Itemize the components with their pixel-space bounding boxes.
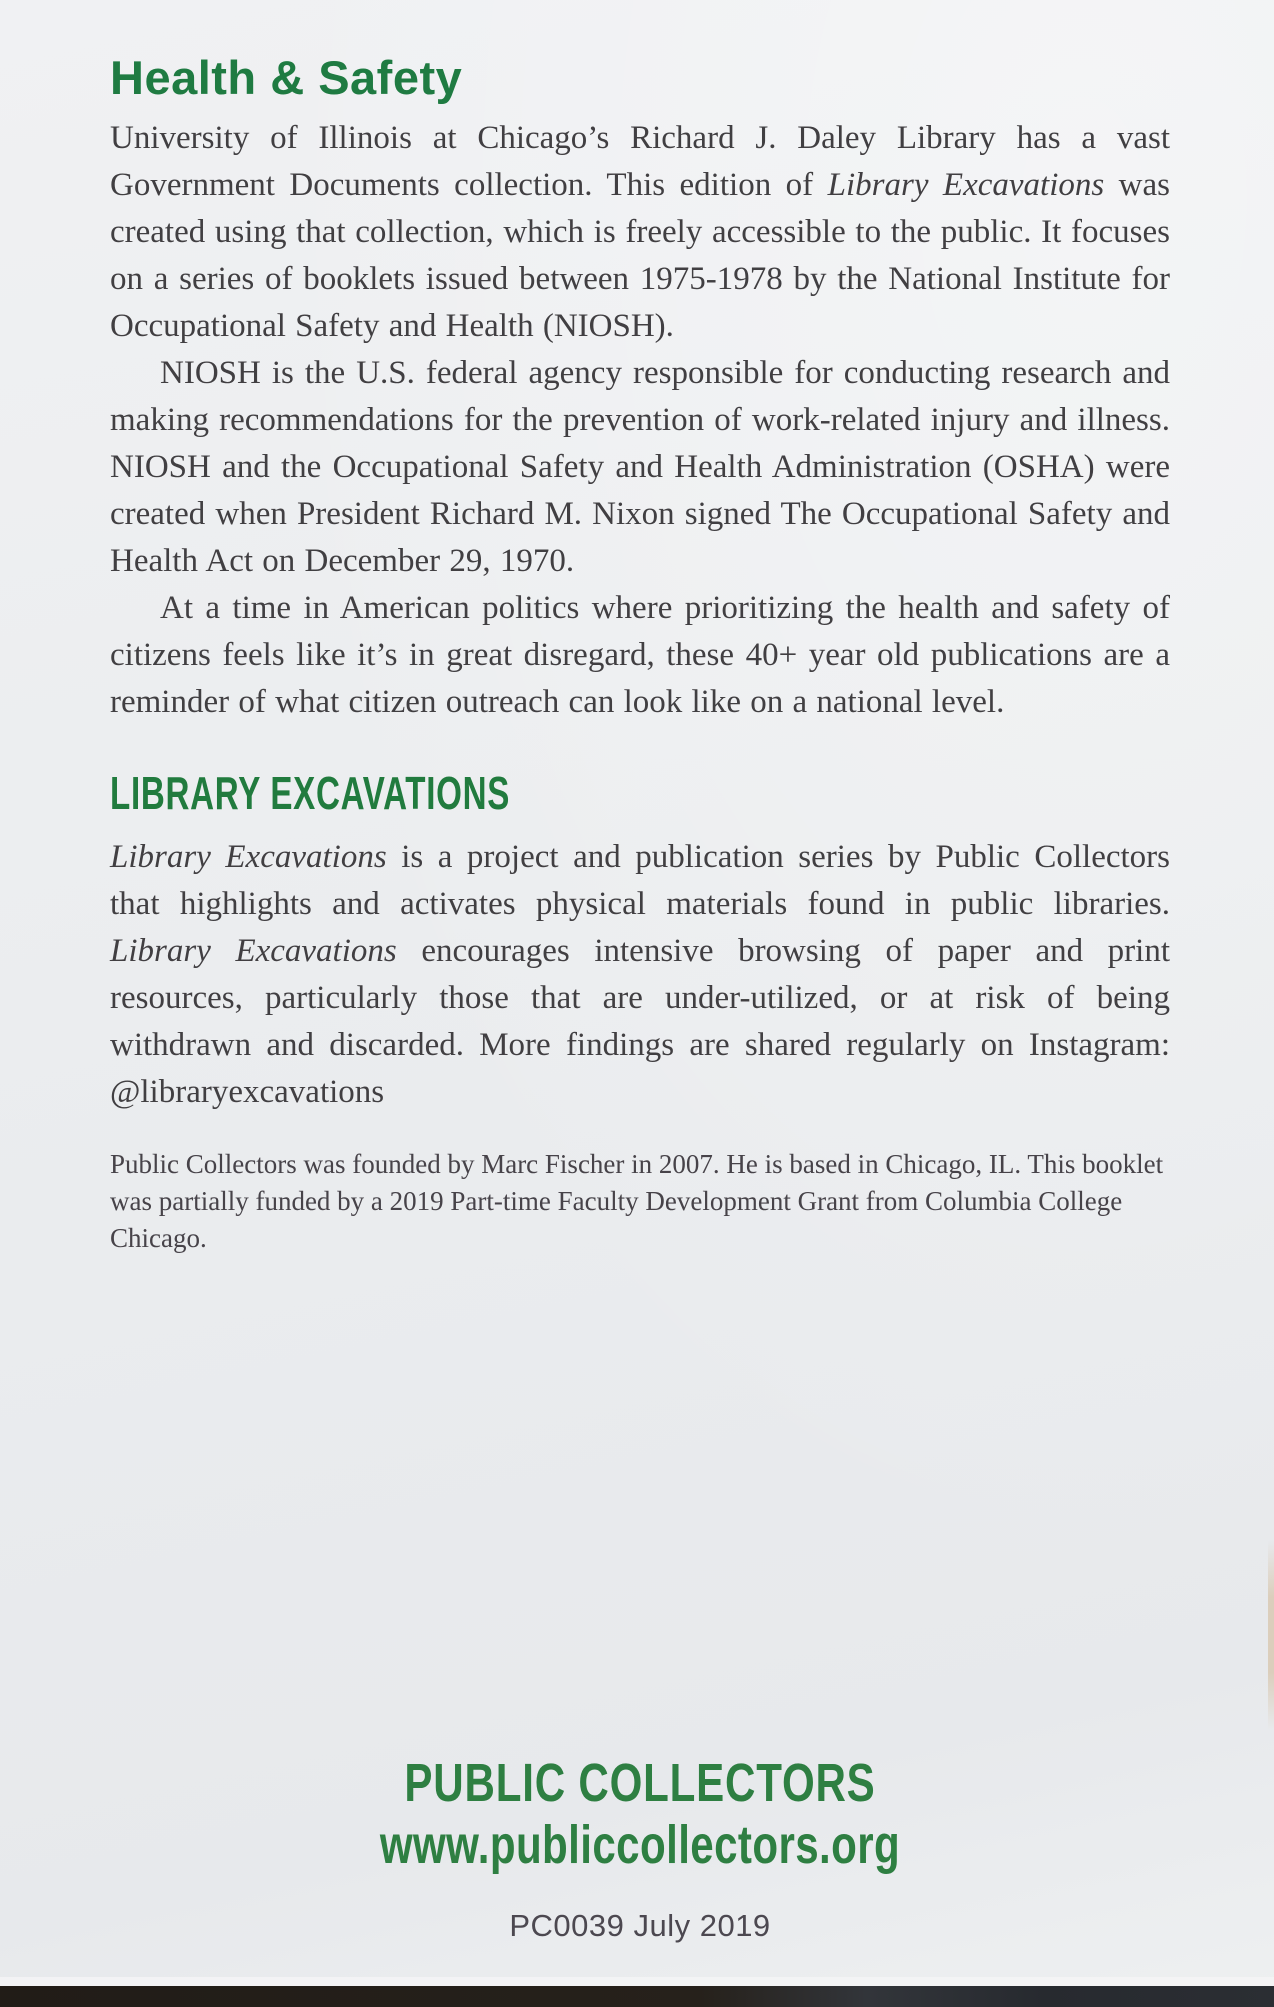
- paragraph: [110, 350, 1170, 585]
- photo-bottom-edge: [0, 1986, 1274, 2007]
- italic-text-run: Library Excavations: [110, 839, 387, 875]
- text-run: is a project and publication series by Public Collectors that highlights and activates physical materials found in public libraries.: [110, 839, 1170, 922]
- paper-right-edge: [1268, 1540, 1274, 1730]
- italic-text-run: Library Excavations: [827, 167, 1105, 203]
- text-run: NIOSH is the U.S. federal agency responsible for conducting research and making recommendations for the prevention of work-related injury and illness. NIOSH and the Occupational Safety and Health Administration (OSHA) were created when President Richard M. Nixon signed The Occupational Safety and Health Act on December 29, 1970.: [110, 355, 1170, 579]
- paragraph: [110, 585, 1170, 726]
- imprint-footer: [110, 1752, 1170, 1944]
- text-run: University of Illinois at Chicago’s Richard J. Daley Library has a vast Government Documents collection. This edition of: [110, 120, 1170, 203]
- text-run: At a time in American politics where prioritizing the health and safety of citizens feels like it’s in great disregard, these 40+ year old publications are a reminder of what citizen outreach can look like on a national level.: [110, 590, 1170, 720]
- library-excavations-paragraphs: [110, 834, 1170, 1116]
- library-excavations-heading: LIBRARY EXCAVATIONS: [110, 767, 511, 819]
- italic-text-run: Library Excavations: [110, 933, 397, 969]
- paragraph: [110, 115, 1170, 350]
- colophon-text: Public Collectors was founded by Marc Fischer in 2007. He is based in Chicago, IL. This booklet was partially funded by a 2019 Part-time Faculty Development Grant from Columbia College Chicago.: [110, 1149, 1164, 1253]
- text-run: encourages intensive browsing of paper and print resources, particularly those that are under-utilized, or at risk of being withdrawn and discarded. More findings are shared regularly on Instagram: @libraryexcavations: [110, 933, 1171, 1110]
- catalog-number: PC0039 July 2019: [509, 1908, 771, 1943]
- text-run: was created using that collection, which is freely accessible to the public. It focuses on a series of booklets issued between 1975-1978 by the National Institute for Occupational Safety and Health (NIOSH).: [110, 167, 1170, 344]
- paper-bottom-highlight: [0, 1977, 1274, 1986]
- publisher-name: PUBLIC COLLECTORS: [404, 1753, 876, 1813]
- health-safety-heading: Health & Safety: [110, 51, 463, 104]
- health-safety-paragraphs: [110, 115, 1170, 726]
- publisher-website: www.publiccollectors.org: [379, 1815, 901, 1875]
- paragraph: [110, 834, 1170, 1116]
